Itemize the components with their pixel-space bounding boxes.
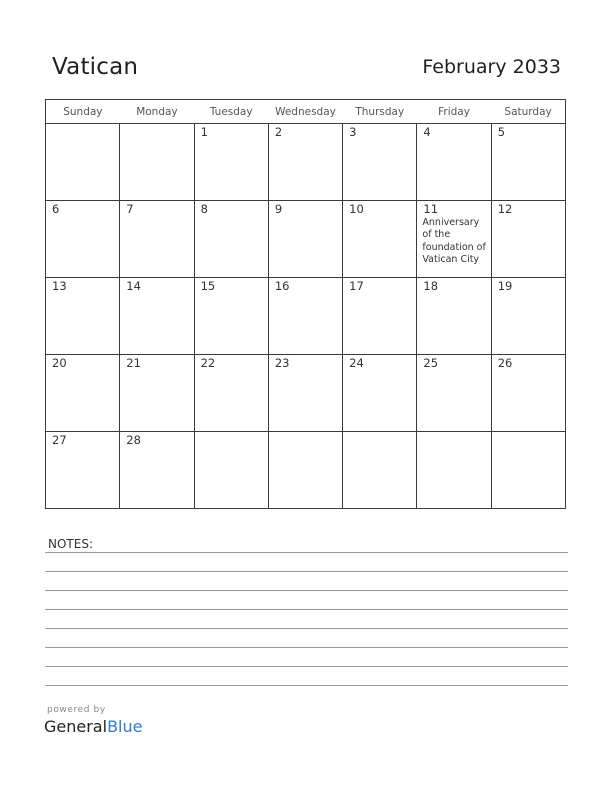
day-number [269, 432, 342, 434]
calendar-day-cell [491, 432, 565, 509]
calendar-day-cell [343, 201, 417, 278]
calendar-day-cell [46, 432, 120, 509]
day-number: 6 [52, 202, 60, 216]
calendar-day-cell [491, 124, 565, 201]
day-number: 3 [349, 125, 357, 139]
notes-line [45, 666, 568, 667]
notes-line [45, 571, 568, 572]
notes-line [45, 647, 568, 648]
day-number: 22 [200, 356, 216, 370]
calendar-day-cell [417, 432, 491, 509]
calendar-day-cell [268, 201, 342, 278]
day-number: 15 [200, 279, 216, 293]
weekday-header: Thursday [343, 100, 417, 124]
calendar-day-cell [343, 278, 417, 355]
day-number: 26 [497, 356, 513, 370]
day-number: 21 [126, 356, 141, 370]
day-number: 16 [274, 279, 290, 293]
calendar-day-cell [491, 355, 565, 432]
day-number: 9 [274, 202, 283, 216]
day-number [46, 124, 119, 126]
calendar-day-cell [194, 124, 268, 201]
calendar-day-cell [120, 278, 194, 355]
calendar-day-cell [417, 124, 491, 201]
day-number [417, 432, 490, 434]
brand-blue: Blue [107, 717, 143, 736]
notes-line [45, 609, 568, 610]
brand-logo [44, 717, 142, 736]
notes-line [45, 590, 568, 591]
calendar-day-cell [268, 124, 342, 201]
day-number: 11 [423, 202, 439, 216]
notes-line [45, 552, 568, 553]
day-number: 25 [423, 356, 439, 370]
calendar-day-cell [417, 355, 491, 432]
day-number: 23 [274, 356, 290, 370]
calendar-day-cell [46, 201, 120, 278]
day-number [195, 432, 268, 434]
calendar-day-cell [46, 124, 120, 201]
calendar-day-cell [194, 201, 268, 278]
weekday-header: Friday [417, 100, 491, 124]
calendar-day-cell [491, 278, 565, 355]
calendar-week-row [46, 355, 566, 432]
day-number [492, 432, 565, 434]
notes-line [45, 685, 568, 686]
holiday-event: Anniversary of the foundation of Vatican City [422, 217, 486, 265]
day-number: 13 [52, 279, 67, 293]
day-number: 7 [126, 202, 134, 216]
powered-by-text: powered by [47, 705, 106, 715]
day-number: 12 [497, 202, 513, 216]
day-number: 2 [274, 125, 283, 139]
day-number: 10 [349, 202, 364, 216]
calendar-day-cell [417, 201, 491, 278]
calendar-week-row [46, 201, 566, 278]
day-number: 28 [126, 433, 141, 447]
day-number [120, 124, 193, 126]
weekday-header: Sunday [46, 100, 120, 124]
calendar-body [46, 124, 566, 509]
calendar-day-cell [194, 355, 268, 432]
weekday-header-row [46, 100, 566, 124]
day-number: 27 [52, 433, 67, 447]
weekday-header: Saturday [491, 100, 565, 124]
day-number: 24 [349, 356, 364, 370]
weekday-header: Wednesday [268, 100, 342, 124]
day-number: 17 [349, 279, 364, 293]
day-number: 8 [200, 202, 208, 216]
day-number [343, 432, 416, 434]
calendar-day-cell [120, 355, 194, 432]
calendar-day-cell [46, 355, 120, 432]
calendar-day-cell [491, 201, 565, 278]
calendar-day-cell [120, 124, 194, 201]
calendar-week-row [46, 432, 566, 509]
calendar-day-cell [417, 278, 491, 355]
calendar-day-cell [343, 355, 417, 432]
calendar-day-cell [194, 278, 268, 355]
day-number: 4 [423, 125, 431, 139]
calendar-grid [45, 99, 566, 509]
day-number: 19 [497, 279, 513, 293]
calendar-day-cell [268, 278, 342, 355]
country-title: Vatican [52, 54, 139, 80]
brand-general: General [44, 717, 108, 736]
day-number: 20 [52, 356, 67, 370]
day-number: 14 [126, 279, 141, 293]
calendar-day-cell [268, 432, 342, 509]
calendar-day-cell [343, 124, 417, 201]
calendar-day-cell [120, 201, 194, 278]
calendar-day-cell [46, 278, 120, 355]
notes-line [45, 628, 568, 629]
day-number: 5 [497, 125, 506, 139]
day-number: 1 [200, 125, 208, 139]
day-number: 18 [423, 279, 439, 293]
calendar-day-cell [268, 355, 342, 432]
calendar-week-row [46, 124, 566, 201]
month-year-title: February 2033 [422, 56, 561, 78]
calendar-week-row [46, 278, 566, 355]
calendar-day-cell [120, 432, 194, 509]
calendar-day-cell [194, 432, 268, 509]
notes-label: NOTES: [48, 537, 93, 551]
weekday-header: Tuesday [194, 100, 268, 124]
weekday-header: Monday [120, 100, 194, 124]
calendar-day-cell [343, 432, 417, 509]
